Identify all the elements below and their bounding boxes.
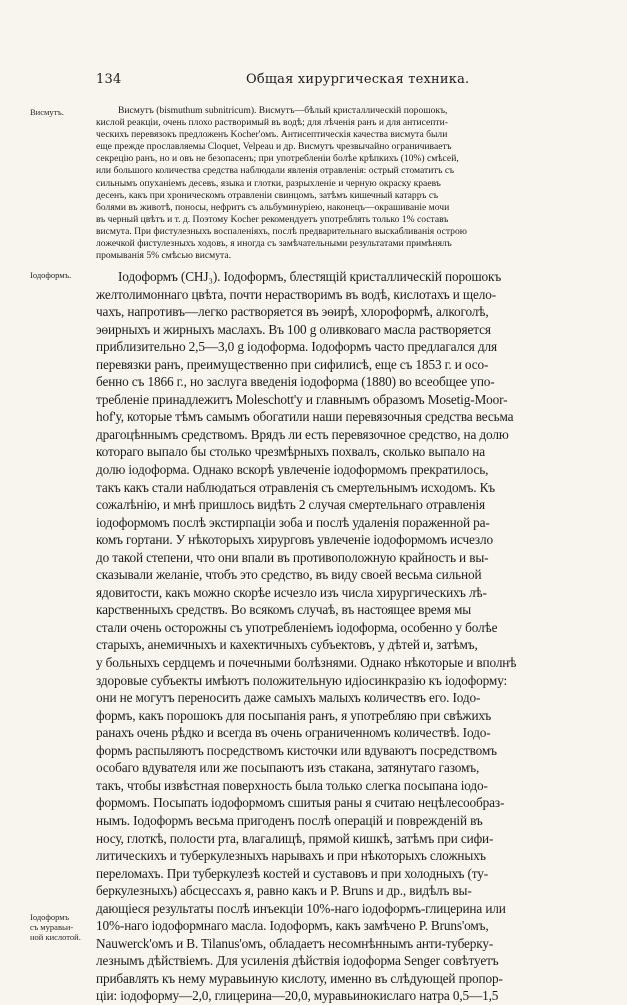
- margin-note-line: Іодоформъ: [30, 912, 70, 922]
- text-line: ядовитости, какъ можно скорѣе исчезло изъ числа хирургическихъ лѣ-: [96, 584, 487, 600]
- text-line: комъ гортани. У нѣкоторыхъ хирурговъ увлеченіе іодоформомъ исчезло: [96, 532, 494, 548]
- text-line: ложечкой фистулезныхъ ходовъ, я иногда съ замѣчательными результатами примѣнялъ: [96, 238, 452, 250]
- text-line: перевязки ранъ, преимущественно при сифилисѣ, еще съ 1853 г. и осо-: [96, 356, 489, 372]
- text-line: старыхъ, анемичныхъ и кахектичныхъ субъектовъ, у дѣтей и, затѣмъ,: [96, 637, 478, 653]
- text-line: у больныхъ сердцемъ и почечными болѣзнями. Однако нѣкоторые и вполнѣ: [96, 655, 517, 671]
- text-line: висмута. При фистулезныхъ воспаленіяхъ, послѣ предварительнаго выскабливанія острою: [96, 225, 467, 237]
- text-line: 10%-наго іодоформнаго масла. Іодоформъ, какъ замѣчено P. Bruns'омъ,: [96, 918, 489, 934]
- text-line: прибавлять къ нему муравьиную кислоту, именно въ слѣдующей пропор-: [96, 970, 503, 986]
- text-line: здоровые субъекты имѣютъ положительную идіосинкразію къ іодоформу:: [96, 672, 508, 688]
- text-line: стали очень осторожны съ употребленіемъ іодоформа, особенно у болѣе: [96, 619, 498, 635]
- text-line: болями въ животѣ, поносы, нефритъ съ альбуминуріею, наконецъ—окрашиваніе мочи: [96, 201, 450, 213]
- bismuth-paragraph: [96, 105, 588, 262]
- text-line: до такой степени, что они впали въ противоположную крайность и вы-: [96, 549, 489, 565]
- margin-note-line: ной кислотой.: [30, 932, 81, 942]
- text-line: бенно съ 1866 г., но заслуга введенія іодоформа (1880) во всеобщее упо-: [96, 374, 495, 390]
- text-line: носу, глоткѣ, полости рта, влагалищѣ, прямой кишкѣ, затѣмъ при сифи-: [96, 830, 494, 846]
- text-line: особаго вдувателя или же посыпаютъ изъ стакана, затянутаго газомъ,: [96, 760, 480, 776]
- text-line: формъ распыляютъ посредствомъ кисточки или вдуваютъ посредствомъ: [96, 742, 497, 758]
- page-number: 134: [96, 72, 122, 87]
- text-line: формомъ. Посыпать іодоформомъ сшитыя раны я считаю нецѣлесообраз-: [96, 795, 505, 811]
- text-line: Висмутъ (bismuthum subnitricum). Висмутъ—бѣлый кристаллическій порошокъ,: [118, 105, 448, 116]
- text-line: лезнымъ дѣйствіемъ. Для усиленія дѣйствія іодоформа Senger совѣтуетъ: [96, 953, 499, 969]
- text-line: Іодоформъ (CHJ₃). Іодоформъ, блестящій кристаллическій порошокъ: [118, 269, 502, 284]
- margin-note-bismuth: Висмутъ.: [30, 107, 64, 117]
- text-line: дающіеся результаты послѣ инъекціи 10%-наго іодоформъ-глицерина или: [96, 900, 506, 916]
- text-line: Nauwerck'омъ и B. Tilanus'омъ, обладаетъ несомнѣннымъ анти-туберку-: [96, 935, 494, 951]
- text-line: кислой реакціи, очень плохо растворимый въ водѣ; для лѣченія ранъ и для антисепти-: [96, 117, 448, 129]
- text-line: они не могутъ переносить даже самыхъ малыхъ количествъ его. Іодо-: [96, 690, 481, 706]
- text-line: сильнымъ опуханіемъ десевъ, языка и глотки, разрыхленіе и черную окраску краевъ: [96, 177, 441, 189]
- text-line: желтолимоннаго цвѣта, почти нерастворимъ въ водѣ, кислотахъ и щело-: [96, 286, 496, 302]
- text-line: долю іодоформа. Однако вскорѣ увлеченіе іодоформомъ прекратилось,: [96, 462, 489, 478]
- text-line: еще прежде прославляемы Cloquet, Velpeau и др. Висмутъ чрезвычайно ограничиваетъ: [96, 141, 452, 153]
- text-line: приблизительно 2,5—3,0 g іодоформа. Іодоформъ часто предлагался для: [96, 339, 497, 355]
- text-line: сожалѣнію, и мнѣ пришлось видѣть 2 случая смертельнаго отравленія: [96, 497, 486, 513]
- text-line: эѳирныхъ и жирныхъ маслахъ. Въ 100 g оливковаго масла растворяется: [96, 321, 491, 337]
- text-line: литическихъ и туберкулезныхъ нарывахъ и при нѣкоторыхъ сложныхъ: [96, 848, 486, 864]
- text-line: котораго выпало бы столько чрезмѣрныхъ похвалъ, сколько выпало на: [96, 444, 485, 460]
- text-line: ціи: іодоформу—2,0, глицерина—20,0, муравьинокислаго натра 0,5—1,5: [96, 988, 499, 1004]
- text-line: формъ, какъ порошокъ для посыпанія ранъ, я употребляю при свѣжихъ: [96, 707, 492, 723]
- text-line: драгоцѣннымъ средствомъ. Врядъ ли есть перевязочное средство, на долю: [96, 426, 509, 442]
- text-line: въ черный цвѣтъ и т. д. Поэтому Kocher рекомендуетъ употреблять только 1% составъ: [96, 213, 449, 225]
- margin-note-iodoform-formic: [30, 912, 81, 942]
- text-line: сказывали желаніе, чтобъ это средство, въ виду своей весьма сильной: [96, 567, 482, 583]
- text-line: десенъ, какъ при хроническомъ отравленіи свинцомъ, затѣмъ кишечный катарръ съ: [96, 189, 439, 201]
- text-line: промыванія 5% смѣсью висмута.: [96, 250, 232, 262]
- text-line: чахъ, напротивъ—легко растворяется въ эѳирѣ, хлороформѣ, алкоголѣ,: [96, 304, 489, 320]
- text-line: ранахъ очень рѣдко и всегда въ очень ограниченномъ количествѣ. Іодо-: [96, 725, 491, 741]
- margin-note-line: съ муравьи-: [30, 922, 74, 932]
- text-line: секрецію ранъ, но и овъ не безопасенъ; при употребленіи болѣе крѣпкихъ (10%) смѣсей,: [96, 153, 459, 165]
- text-line: такъ, чтобы извѣстная поверхность была только слегка посыпана іодо-: [96, 777, 488, 793]
- margin-note-iodoform: Іодоформъ.: [30, 270, 72, 280]
- text-line: беркулезныхъ) абсцессахъ я, равно какъ и P. Bruns и др., видѣлъ вы-: [96, 883, 472, 899]
- text-line: или большого количества средства наблюдали явленія отравленія: острый стоматитъ съ: [96, 165, 455, 177]
- running-title: Общая хирургическая техника.: [246, 72, 470, 87]
- text-line: такъ какъ стали наблюдаться отравленія съ смертельнымъ исходомъ. Къ: [96, 479, 496, 495]
- text-line: hof'у, которые тѣмъ самымъ обогатили наши перевязочныя средства весьма: [96, 409, 514, 425]
- text-line: карственныхъ средствъ. Во всякомъ случаѣ, въ настоящее время мы: [96, 602, 472, 618]
- text-line: требленіе принадлежитъ Moleschott'у и главнымъ образомъ Mosetig-Moor-: [96, 391, 508, 407]
- text-line: нымъ. Іодоформъ весьма пригоденъ послѣ операцій и поврежденій въ: [96, 812, 483, 828]
- text-line: ческихъ перевязокъ предложенъ Kocher'омъ. Антисептическія качества висмута были: [96, 129, 448, 141]
- text-line: переломахъ. При туберкулезѣ костей и суставовъ и при холодныхъ (ту-: [96, 865, 489, 881]
- iodoform-paragraph: [96, 268, 592, 1005]
- text-line: іодоформомъ послѣ экстирпаціи зоба и послѣ удаленія пораженной ра-: [96, 514, 490, 530]
